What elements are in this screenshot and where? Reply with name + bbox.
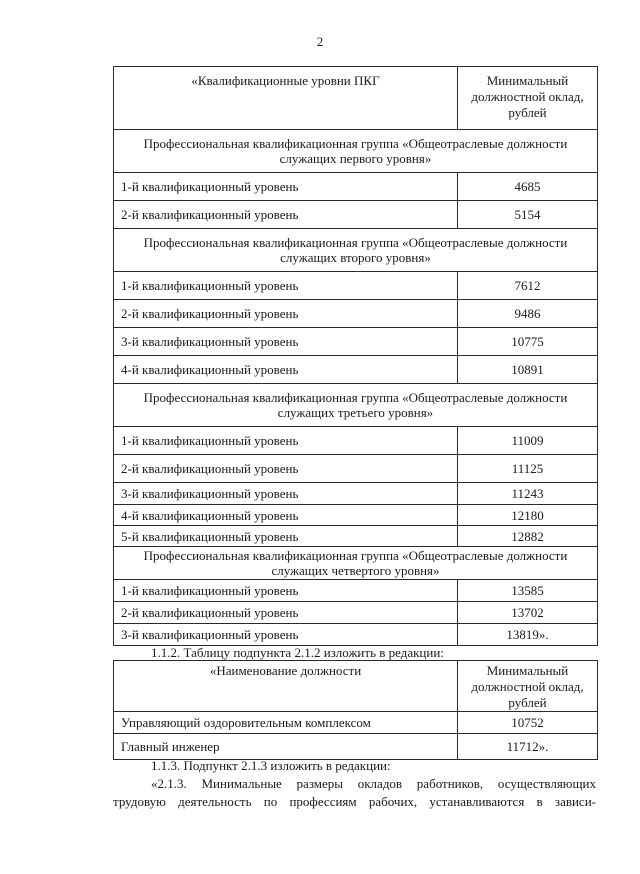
level-cell: 2-й квалификационный уровень — [114, 201, 458, 229]
salary-cell: 11125 — [458, 455, 598, 483]
level-cell: 1-й квалификационный уровень — [114, 173, 458, 201]
level-cell: 3-й квалификационный уровень — [114, 328, 458, 356]
table-row — [114, 505, 598, 526]
table-row — [114, 483, 598, 505]
level-cell: 5-й квалификационный уровень — [114, 526, 458, 547]
group-title-row — [114, 130, 598, 173]
positions-table — [113, 660, 598, 760]
group-title: Профессиональная квалификационная группа «Общеотраслевые должности служащих третьего уровня» — [114, 384, 598, 427]
salary-cell: 10775 — [458, 328, 598, 356]
level-cell: 4-й квалификационный уровень — [114, 356, 458, 384]
position-cell: Главный инженер — [114, 734, 458, 760]
salary-cell: 10891 — [458, 356, 598, 384]
salary-cell: 13585 — [458, 580, 598, 602]
group-title-row — [114, 229, 598, 272]
qualification-levels-table — [113, 66, 598, 646]
paragraph-1-1-2: 1.1.2. Таблицу подпункта 2.1.2 изложить в редакции: — [151, 645, 444, 660]
group-title: Профессиональная квалификационная группа «Общеотраслевые должности служащих второго уровня» — [114, 229, 598, 272]
level-cell: 2-й квалификационный уровень — [114, 300, 458, 328]
table-row — [114, 624, 598, 646]
level-cell: 3-й квалификационный уровень — [114, 624, 458, 646]
paragraph-2-1-3-line1: «2.1.3. Минимальные размеры окладов работников, осуществляющих — [151, 776, 596, 791]
table1-header-salary — [458, 67, 598, 130]
table1-header-levels: «Квалификационные уровни ПКГ — [114, 67, 458, 130]
salary-cell: 4685 — [458, 173, 598, 201]
salary-cell: 12180 — [458, 505, 598, 526]
salary-cell: 5154 — [458, 201, 598, 229]
table2-header-salary — [458, 661, 598, 712]
salary-cell: 13819». — [458, 624, 598, 646]
salary-cell: 12882 — [458, 526, 598, 547]
level-cell: 2-й квалификационный уровень — [114, 455, 458, 483]
paragraph-2-1-3-line2: трудовую деятельность по профессиям рабочих, устанавливаются в зависи- — [113, 794, 596, 809]
table-row — [114, 201, 598, 229]
table-row — [114, 300, 598, 328]
salary-cell: 13702 — [458, 602, 598, 624]
page-number: 2 — [316, 34, 324, 49]
table2-header-salary-line2: должностной оклад, — [471, 679, 584, 694]
table2-header-salary-line3: рублей — [508, 695, 547, 710]
level-cell: 1-й квалификационный уровень — [114, 580, 458, 602]
salary-cell: 11009 — [458, 427, 598, 455]
salary-cell: 9486 — [458, 300, 598, 328]
table-row — [114, 272, 598, 300]
table2-header-row — [114, 661, 598, 712]
paragraph-1-1-3: 1.1.3. Подпункт 2.1.3 изложить в редакции: — [151, 758, 391, 773]
table-row — [114, 356, 598, 384]
table-row — [114, 712, 598, 734]
salary-cell: 10752 — [458, 712, 598, 734]
salary-cell: 7612 — [458, 272, 598, 300]
position-cell: Управляющий оздоровительным комплексом — [114, 712, 458, 734]
level-cell: 4-й квалификационный уровень — [114, 505, 458, 526]
level-cell: 3-й квалификационный уровень — [114, 483, 458, 505]
level-cell: 2-й квалификационный уровень — [114, 602, 458, 624]
salary-cell: 11243 — [458, 483, 598, 505]
group-title-row — [114, 547, 598, 580]
group-title: Профессиональная квалификационная группа «Общеотраслевые должности служащих четвертого уровня» — [114, 547, 598, 580]
salary-cell: 11712». — [458, 734, 598, 760]
group-title-row — [114, 384, 598, 427]
table-row — [114, 427, 598, 455]
table1-header-salary-line1: Минимальный — [486, 73, 569, 88]
table-row — [114, 173, 598, 201]
level-cell: 1-й квалификационный уровень — [114, 427, 458, 455]
table-row — [114, 328, 598, 356]
table-row — [114, 580, 598, 602]
table-row — [114, 734, 598, 760]
table-row — [114, 455, 598, 483]
table-row — [114, 602, 598, 624]
table2-header-salary-line1: Минимальный — [486, 663, 569, 678]
table1-header-salary-line3: рублей — [508, 105, 547, 120]
group-title: Профессиональная квалификационная группа «Общеотраслевые должности служащих первого уровня» — [114, 130, 598, 173]
level-cell: 1-й квалификационный уровень — [114, 272, 458, 300]
table-row — [114, 526, 598, 547]
table1-header-row — [114, 67, 598, 130]
table2-header-position: «Наименование должности — [114, 661, 458, 712]
table1-header-salary-line2: должностной оклад, — [471, 89, 584, 104]
